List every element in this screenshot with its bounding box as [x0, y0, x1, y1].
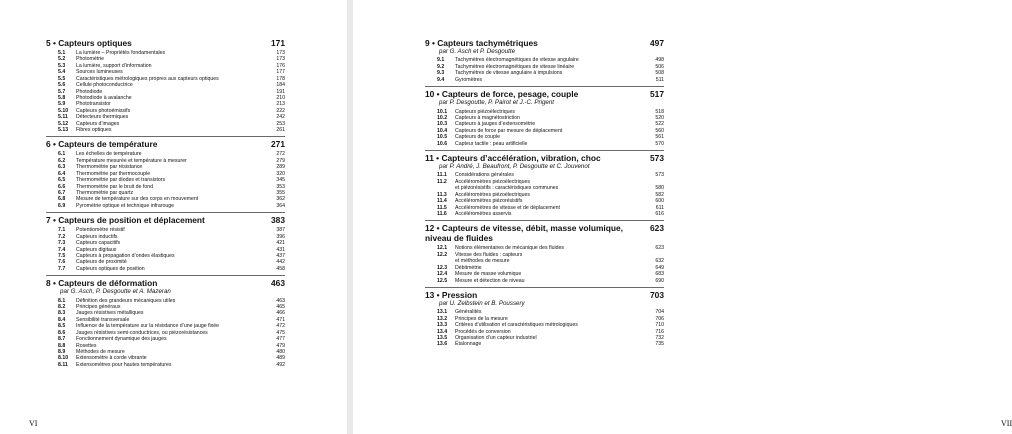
- entry-page: 611: [655, 204, 664, 211]
- entry-number: 5.8: [58, 94, 66, 101]
- chapter-authors: par P. Desgoutte, P. Pairot et J.-C. Prigent: [439, 99, 554, 107]
- chapter-heading[interactable]: [425, 223, 664, 243]
- entry-title: Thermométrie par diodes et transistors: [76, 177, 166, 184]
- chapter-page-number: 171: [271, 38, 285, 48]
- entry-number: 5.7: [58, 88, 66, 95]
- toc-entry[interactable]: [425, 211, 664, 217]
- entry-title: Pyrométrie optique et technique infrarouge: [76, 202, 175, 209]
- chapter-title: 7 • Capteurs de position et déplacement: [46, 215, 205, 226]
- entry-number: 6.8: [58, 196, 66, 203]
- entry-number: 11.2: [437, 178, 447, 185]
- entry-title: et piézorésistifs : caractéristiques communes: [455, 185, 559, 192]
- entry-title: Thermométrie par thermocouple: [76, 170, 151, 177]
- entry-page: 184: [276, 82, 285, 89]
- entry-page: 471: [276, 316, 285, 323]
- section-list: [425, 172, 664, 217]
- entry-number: 5.11: [58, 114, 68, 121]
- entry-page: 472: [276, 323, 285, 330]
- entry-number: 13.6: [437, 341, 448, 348]
- entry-page: 458: [276, 265, 285, 272]
- entry-page: 477: [276, 336, 285, 343]
- section-list: [46, 151, 285, 209]
- chapter-title: 8 • Capteurs de déformation: [46, 278, 158, 289]
- entry-number: 6.9: [58, 202, 66, 209]
- chapter-section: [46, 38, 285, 133]
- entry-number: 7.1: [58, 227, 66, 234]
- entry-title: Étalonnage: [455, 341, 482, 348]
- entry-title: Principes généraux: [76, 304, 121, 311]
- entry-title: Thermométrie par quartz: [76, 190, 134, 197]
- entry-title: Jauges résistives métalliques: [76, 310, 144, 317]
- entry-number: 10.5: [437, 134, 448, 141]
- entry-title: Accéléromètres asservis: [455, 210, 512, 217]
- entry-number: 5.1: [58, 50, 66, 56]
- entry-page: 222: [276, 107, 285, 114]
- entry-page: 176: [276, 62, 285, 69]
- entry-number: 8.10: [58, 355, 69, 362]
- chapter-title: 10 • Capteurs de force, pesage, couple: [425, 89, 579, 100]
- chapter-title: 12 • Capteurs de vitesse, débit, masse volumique, niveau de fluides: [425, 223, 623, 244]
- entry-page: 570: [655, 140, 664, 147]
- entry-title: Définition des grandeurs mécaniques utiles: [76, 297, 176, 304]
- toc-entry[interactable]: [425, 141, 664, 147]
- entry-number: 6.7: [58, 190, 66, 197]
- chapter-page-number: 271: [271, 139, 285, 150]
- entry-number: 7.5: [58, 252, 66, 259]
- entry-title: Mesure et détection de niveau: [455, 277, 525, 284]
- entry-page: 253: [276, 120, 285, 127]
- entry-page: 364: [276, 202, 285, 209]
- chapter-page-number: 623: [650, 223, 664, 234]
- entry-title: Accéléromètres piézorésistifs: [455, 198, 523, 205]
- entry-number: 11.3: [437, 191, 447, 198]
- entry-number: 6.6: [58, 183, 66, 190]
- entry-page: 716: [655, 328, 664, 335]
- entry-page: 520: [655, 114, 664, 121]
- entry-title: Photodiode à avalanche: [76, 94, 132, 101]
- entry-number: 8.2: [58, 304, 66, 311]
- entry-title: Méthodes de mesure: [76, 349, 125, 356]
- entry-page: 632: [655, 258, 664, 265]
- chapter-page-number: 497: [650, 38, 664, 48]
- entry-page: 387: [276, 227, 285, 234]
- entry-page: 178: [276, 75, 285, 82]
- entry-number: 8.5: [58, 323, 66, 330]
- entry-page: 732: [655, 335, 664, 342]
- entry-page: 518: [655, 108, 664, 115]
- entry-page: 431: [276, 246, 285, 253]
- chapter-section: [425, 290, 664, 348]
- chapter-section: [46, 278, 285, 368]
- entry-title: Critères d’utilisation et caractéristiques métrologiques: [455, 322, 578, 329]
- entry-page: 706: [655, 315, 664, 322]
- entry-page: 710: [655, 322, 664, 329]
- entry-number: 12.5: [437, 277, 448, 284]
- entry-number: 12.4: [437, 271, 448, 278]
- chapter-heading[interactable]: [425, 89, 664, 99]
- entry-page: 561: [655, 134, 664, 141]
- chapter-heading[interactable]: [46, 278, 285, 288]
- chapter-divider: [425, 287, 664, 288]
- entry-number: 8.11: [58, 361, 68, 368]
- entry-page: 173: [276, 50, 285, 56]
- chapter-authors: par P. André, J. Beaufront, P. Desgoutte et C. Jouvenot: [439, 163, 590, 171]
- entry-page: 683: [655, 271, 664, 278]
- chapter-page-number: 463: [271, 278, 285, 289]
- entry-title: Capteurs à jauges d’extensométrie: [455, 121, 536, 128]
- chapter-divider: [46, 275, 285, 276]
- entry-title: Capteurs piézoélectriques: [455, 108, 515, 115]
- entry-title: Accéléromètres piézoélectriques: [455, 191, 530, 198]
- chapter-heading[interactable]: [46, 139, 285, 149]
- chapter-page-number: 383: [271, 215, 285, 226]
- entry-page: 600: [655, 198, 664, 205]
- toc-entry[interactable]: [46, 203, 285, 209]
- entry-page: 210: [276, 94, 285, 101]
- entry-number: 6.2: [58, 157, 66, 164]
- entry-title: Accéléromètres de vitesse et de déplacement: [455, 204, 560, 211]
- chapter-authors: par G. Asch et P. Desgoutte: [439, 48, 516, 55]
- entry-title: Influence de la température sur la résistance d’une jauge fixée: [76, 323, 220, 330]
- entry-number: 10.1: [437, 108, 448, 115]
- entry-title: Les échelles de température: [76, 151, 142, 158]
- section-list: [425, 109, 664, 148]
- chapter-section: [425, 223, 664, 284]
- entry-page: 479: [276, 342, 285, 349]
- entry-number: 11.6: [437, 210, 447, 217]
- entry-number: 7.4: [58, 246, 66, 253]
- chapter-section: [46, 139, 285, 209]
- entry-page: 465: [276, 304, 285, 311]
- page-number-right: VII: [1001, 419, 1012, 428]
- entry-page: 735: [655, 341, 664, 348]
- entry-number: 12.1: [437, 245, 448, 252]
- entry-number: 12.3: [437, 264, 448, 271]
- entry-number: 10.3: [437, 121, 448, 128]
- entry-title: Capteurs digitaux: [76, 246, 117, 253]
- entry-title: Gyromètres: [455, 76, 483, 83]
- chapter-divider: [46, 136, 285, 137]
- entry-title: Sensibilité transversale: [76, 316, 130, 323]
- left-page: [0, 0, 347, 434]
- entry-number: 8.6: [58, 329, 66, 336]
- entry-number: 5.5: [58, 75, 66, 82]
- section-list: [46, 227, 285, 272]
- entry-page: 508: [655, 70, 664, 77]
- entry-title: Notions élémentaires de mécanique des fluides: [455, 245, 565, 252]
- chapter-title: 5 • Capteurs optiques: [46, 38, 132, 48]
- chapter-page-number: 517: [650, 89, 664, 100]
- entry-page: 177: [276, 69, 285, 76]
- entry-title: La lumière – Propriétés fondamentales: [76, 50, 166, 56]
- entry-page: 616: [655, 210, 664, 217]
- entry-title: Mesure de température sur des corps en mouvement: [76, 196, 199, 203]
- entry-page: 475: [276, 329, 285, 336]
- entry-page: 463: [276, 297, 285, 304]
- entry-title: Cellule photoconductrice: [76, 82, 133, 89]
- entry-page: 437: [276, 252, 285, 259]
- entry-title: Vitesse des fluides : capteurs: [455, 251, 523, 258]
- entry-page: 480: [276, 349, 285, 356]
- toc-entry[interactable]: [425, 77, 664, 83]
- entry-page: 421: [276, 240, 285, 247]
- entry-number: 13.5: [437, 335, 448, 342]
- entry-title: Organisation d’un capteur industriel: [455, 335, 537, 342]
- toc-entry[interactable]: [425, 341, 664, 347]
- entry-page: 191: [276, 88, 285, 95]
- entry-number: 5.2: [58, 56, 66, 63]
- entry-number: 10.4: [437, 127, 448, 134]
- section-list: [46, 298, 285, 369]
- left-toc-column: [46, 38, 285, 368]
- entry-title: Fonctionnement dynamique des jauges: [76, 336, 167, 343]
- chapter-divider: [425, 150, 664, 151]
- chapter-authors: par U. Zelbstein et B. Poussery: [439, 299, 525, 307]
- chapter-authors: par G. Asch, P. Desgoutte et A. Mazeran: [60, 288, 171, 296]
- chapter-heading[interactable]: [46, 215, 285, 225]
- entry-title: Capteur tactile : peau artificielle: [455, 140, 528, 147]
- entry-number: 5.3: [58, 62, 66, 69]
- entry-page: 353: [276, 183, 285, 190]
- entry-number: 8.8: [58, 342, 66, 349]
- toc-entry[interactable]: [46, 266, 285, 272]
- entry-page: 492: [276, 361, 285, 368]
- chapter-title: 13 • Pression: [425, 289, 478, 300]
- entry-page: 511: [655, 76, 664, 83]
- entry-title: Température mesurée et température à mesurer: [76, 157, 187, 164]
- entry-number: 9.1: [437, 57, 445, 64]
- entry-number: 11.5: [437, 204, 447, 211]
- entry-title: Extensomètres pour hautes températures: [76, 361, 172, 368]
- entry-page: 690: [655, 277, 664, 284]
- entry-page: 623: [655, 245, 664, 252]
- chapter-page-number: 703: [650, 289, 664, 300]
- entry-title: Caractéristiques métrologiques propres aux capteurs optiques: [76, 75, 219, 82]
- entry-title: Capteurs capacitifs: [76, 240, 121, 247]
- entry-number: 6.4: [58, 170, 66, 177]
- entry-title: Débitmétrie: [455, 264, 482, 271]
- entry-title: Considérations générales: [455, 172, 514, 179]
- entry-page: 261: [276, 127, 285, 134]
- entry-title: Extensomètre à corde vibrante: [76, 355, 147, 362]
- entry-title: Photodiode: [76, 88, 103, 95]
- chapter-heading[interactable]: [46, 38, 285, 48]
- entry-title: Thermométrie par résistance: [76, 164, 143, 171]
- entry-number: 11.4: [437, 198, 447, 205]
- entry-number: 5.4: [58, 69, 66, 76]
- entry-page: 396: [276, 233, 285, 240]
- entry-title: Capteurs de proximité: [76, 259, 127, 266]
- entry-title: Capteurs à propagation d’ondes élastiques: [76, 252, 175, 259]
- entry-number: 5.6: [58, 82, 66, 89]
- entry-page: 213: [276, 101, 285, 108]
- entry-number: 9.4: [437, 76, 445, 83]
- entry-number: 5.9: [58, 101, 66, 108]
- entry-number: 5.12: [58, 120, 69, 127]
- chapter-divider: [425, 220, 664, 221]
- chapter-section: [425, 38, 664, 83]
- entry-page: 580: [655, 185, 664, 192]
- chapter-divider: [425, 86, 664, 87]
- entry-number: 13.1: [437, 309, 448, 316]
- entry-number: 10.2: [437, 114, 448, 121]
- entry-number: 13.4: [437, 328, 448, 335]
- chapter-divider: [46, 212, 285, 213]
- entry-number: 8.1: [58, 297, 66, 304]
- entry-title: Sources lumineuses: [76, 69, 123, 76]
- section-list: [425, 309, 664, 348]
- entry-number: 7.2: [58, 233, 66, 240]
- entry-title: Rosettes: [76, 342, 97, 349]
- entry-title: Généralités: [455, 309, 482, 316]
- entry-number: 12.2: [437, 251, 448, 258]
- entry-page: 442: [276, 259, 285, 266]
- right-page: [353, 0, 1012, 434]
- chapter-heading[interactable]: [425, 290, 664, 300]
- entry-page: 506: [655, 63, 664, 70]
- entry-number: 9.2: [437, 63, 445, 70]
- chapter-title: 11 • Capteurs d’accélération, vibration, choc: [425, 153, 601, 164]
- entry-title: Phototransistor: [76, 101, 111, 108]
- entry-page: 582: [655, 191, 664, 198]
- toc-entry[interactable]: [46, 127, 285, 133]
- entry-title: Détecteurs thermiques: [76, 114, 129, 121]
- chapter-heading[interactable]: [425, 38, 664, 48]
- section-list: [46, 50, 285, 133]
- entry-title: Jauges résistives semi-conductrices, ou piézorésistances: [76, 329, 208, 336]
- entry-title: Capteurs de couple: [455, 134, 500, 141]
- entry-page: 355: [276, 190, 285, 197]
- entry-page: 704: [655, 309, 664, 316]
- entry-number: 6.3: [58, 164, 66, 171]
- entry-number: 8.4: [58, 316, 66, 323]
- entry-title: Capteurs optiques de position: [76, 265, 145, 272]
- entry-title: Tachymètres de vitesse angulaire à impulsions: [455, 70, 563, 77]
- entry-page: 498: [655, 57, 664, 64]
- section-list: [425, 245, 664, 284]
- entry-number: 8.7: [58, 336, 66, 343]
- entry-page: 560: [655, 127, 664, 134]
- entry-title: Thermométrie par le bruit de fond: [76, 183, 153, 190]
- entry-title: Fibres optiques: [76, 127, 112, 134]
- chapter-page-number: 573: [650, 153, 664, 164]
- section-list: [425, 57, 664, 83]
- entry-title: Capteurs d’images: [76, 120, 120, 127]
- entry-title: Capteurs de force par mesure de déplacement: [455, 127, 563, 134]
- entry-page: 272: [276, 151, 285, 158]
- entry-number: 7.7: [58, 265, 66, 272]
- entry-number: 7.6: [58, 259, 66, 266]
- entry-title: Capteurs inductifs: [76, 233, 118, 240]
- right-toc-column: [425, 38, 664, 348]
- page-number-left: VI: [29, 419, 38, 428]
- entry-number: 13.3: [437, 322, 448, 329]
- entry-page: 649: [655, 264, 664, 271]
- entry-title: Capteurs à magnétostriction: [455, 114, 520, 121]
- entry-number: 10.6: [437, 140, 448, 147]
- entry-number: 6.5: [58, 177, 66, 184]
- entry-title: Capteurs photoémissifs: [76, 107, 131, 114]
- entry-page: 522: [655, 121, 664, 128]
- chapter-title: 9 • Capteurs tachymétriques: [425, 38, 538, 48]
- chapter-section: [425, 153, 664, 217]
- entry-page: 173: [276, 56, 285, 63]
- entry-title: Mesure de masse volumique: [455, 271, 522, 278]
- chapter-title: 6 • Capteurs de température: [46, 139, 158, 150]
- entry-title: et méthodes de mesure: [455, 258, 510, 265]
- chapter-section: [425, 89, 664, 147]
- entry-page: 573: [655, 172, 664, 179]
- entry-number: 7.3: [58, 240, 66, 247]
- toc-entry[interactable]: [425, 278, 664, 284]
- entry-page: 320: [276, 170, 285, 177]
- entry-page: 279: [276, 157, 285, 164]
- entry-title: Accéléromètres piézoélectriques: [455, 178, 530, 185]
- entry-page: 362: [276, 196, 285, 203]
- entry-number: 6.1: [58, 151, 66, 158]
- chapter-heading[interactable]: [425, 153, 664, 163]
- chapter-section: [46, 215, 285, 272]
- entry-title: Procédés de conversion: [455, 328, 511, 335]
- entry-title: Tachymètres électromagnétiques de vitesse angulaire: [455, 57, 579, 64]
- entry-page: 345: [276, 177, 285, 184]
- entry-number: 13.2: [437, 315, 448, 322]
- entry-title: Tachymètres électromagnétiques de vitesse linéaire: [455, 63, 575, 70]
- entry-number: 5.13: [58, 127, 69, 134]
- entry-number: 8.3: [58, 310, 66, 317]
- entry-page: 466: [276, 310, 285, 317]
- entry-number: 9.3: [437, 70, 445, 77]
- entry-title: Potentiomètre résistif: [76, 227, 125, 234]
- entry-page: 489: [276, 355, 285, 362]
- entry-title: La lumière, support d’information: [76, 62, 152, 69]
- entry-number: 11.1: [437, 172, 447, 179]
- toc-entry[interactable]: [46, 362, 285, 368]
- entry-title: Photométrie: [76, 56, 104, 63]
- entry-title: Principes de la mesure: [455, 315, 508, 322]
- entry-page: 289: [276, 164, 285, 171]
- entry-number: 8.9: [58, 349, 66, 356]
- entry-page: 242: [276, 114, 285, 121]
- entry-number: 5.10: [58, 107, 69, 114]
